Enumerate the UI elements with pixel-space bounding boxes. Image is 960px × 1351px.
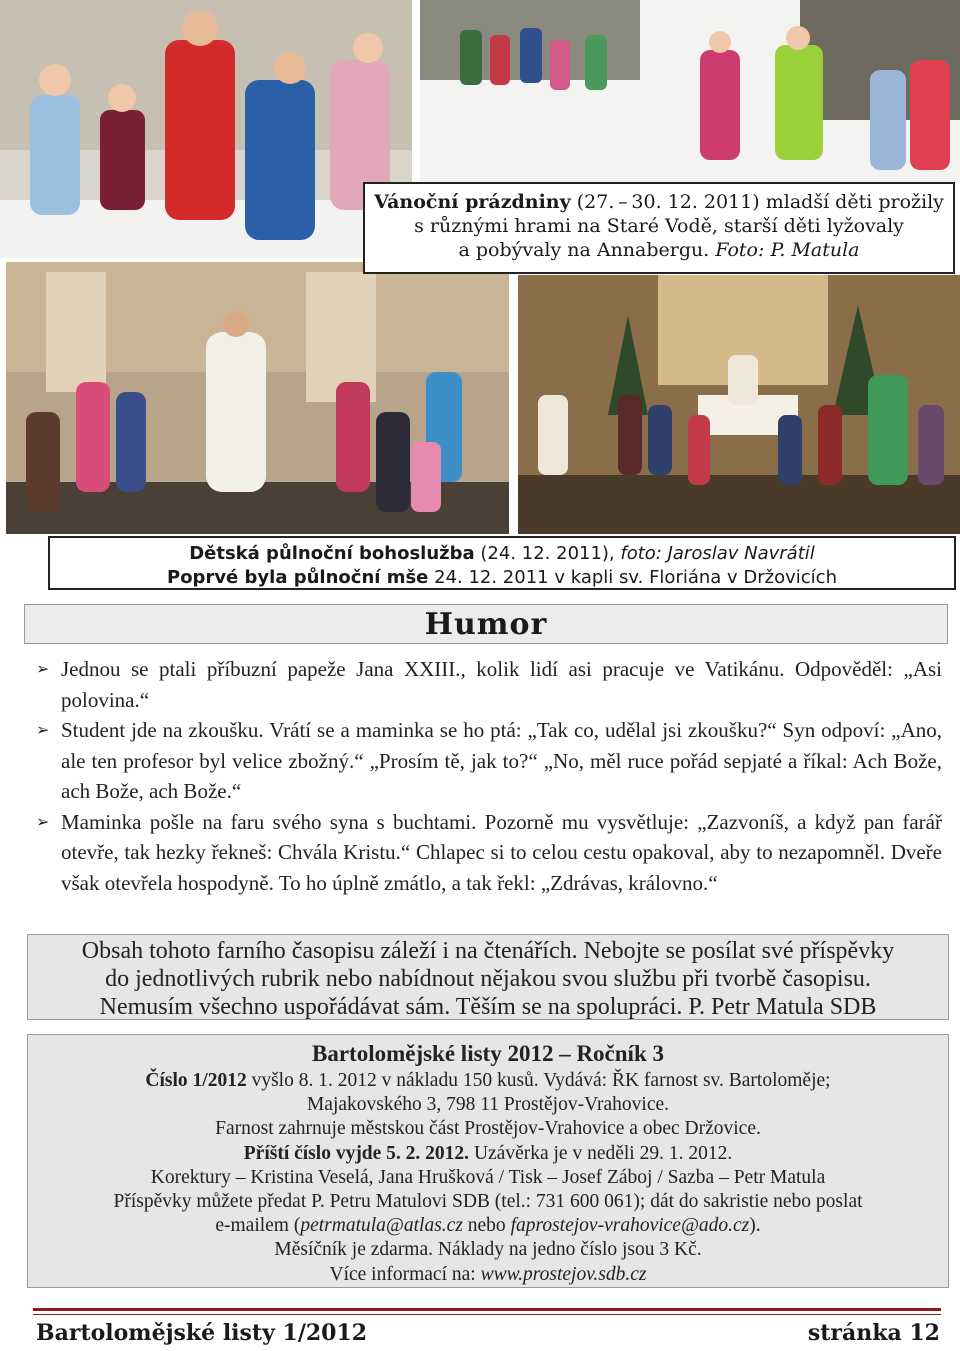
imprint-emails <box>28 1214 948 1238</box>
photo-children-mass-priest <box>6 262 509 534</box>
caption-winter-line3a: a pobývaly na Annabergu. <box>458 239 716 261</box>
imprint-issue-number: Číslo 1/2012 <box>145 1070 247 1091</box>
email-link-editor[interactable]: petrmatula@atlas.cz <box>300 1215 463 1237</box>
imprint-issue <box>28 1069 948 1093</box>
footer-publication: Bartolomějské listy 1/2012 <box>36 1320 368 1346</box>
website-link[interactable]: www.prostejov.sdb.cz <box>480 1263 647 1285</box>
humor-item-text: Maminka pošle na faru svého syna s buchtami. Pozorně mu vysvětluje: „Zazvoníš, a když pan farář otevře, tak hezky řekneš: Chvála Kristu.“ Chlapec si to celou cestu opakoval, aby to nezapomněl. Dveře však otevřela hospodyně. To ho úplně zmátlo, a tak řekl: „Zdrávas, královno.“ <box>61 809 942 895</box>
footer-page-number: stránka 12 <box>807 1320 940 1346</box>
imprint-address: Majakovského 3, 798 11 Prostějov-Vrahovice. <box>306 1094 670 1116</box>
contribution-appeal <box>27 934 949 1020</box>
humor-heading: Humor <box>24 604 948 644</box>
imprint-next-date: Příští číslo vyjde 5. 2. 2012. <box>243 1142 470 1164</box>
photo-children-mass-altar <box>518 275 960 534</box>
email-link-parish[interactable]: faprostejov-vrahovice@ado.cz <box>510 1215 750 1237</box>
caption-winter-bold: Vánoční prázdniny <box>374 191 571 213</box>
imprint-credits: Korektury – Kristina Veselá, Jana Hrušková / Tisk – Josef Záboj / Sazba – Petr Matula <box>150 1166 826 1188</box>
imprint-parish: Farnost zahrnuje městskou část Prostějov-Vrahovice a obec Držovice. <box>215 1118 761 1140</box>
caption-mass-line2-bold: Poprvé byla půlnoční mše <box>167 567 429 588</box>
imprint-issue-text: vyšlo 8. 1. 2012 v nákladu 150 kusů. Vydává: ŘK farnost sv. Bartoloměje; <box>246 1070 831 1091</box>
humor-item <box>36 654 942 715</box>
imprint-more-info <box>28 1263 948 1287</box>
arrow-bullet-icon: ➢ <box>36 720 50 739</box>
caption-winter-line1 <box>365 190 953 214</box>
caption-midnight-mass <box>48 536 956 590</box>
arrow-bullet-icon: ➢ <box>36 659 50 678</box>
caption-winter-line2: s různými hrami na Staré Vodě, starší děti lyžovaly <box>414 215 904 237</box>
footer-rule-thick <box>33 1308 941 1311</box>
caption-mass-text1: (24. 12. 2011), <box>474 543 621 564</box>
humor-item-text: Student jde na zkoušku. Vrátí se a maminka se ho ptá: „Tak co, udělal jsi zkoušku?“ Syn odpoví: „Ano, ale ten profesor byl velice zbožný.“ „Prosím tě, jak to?“ „No, měl ruce pořád sepjaté a říkal: Ach Bože, ach Bože, ach Bože.“ <box>61 718 942 803</box>
appeal-line2: do jednotlivých rubrik nebo nabídnout nějakou svou službu při tvorbě časopisu. <box>105 966 871 992</box>
caption-winter-holidays <box>363 182 955 274</box>
imprint-box <box>27 1034 949 1288</box>
caption-mass-line2-text: 24. 12. 2011 v kapli sv. Floriána v Držovicích <box>428 567 837 588</box>
humor-item-text: Jednou se ptali příbuzní papeže Jana XXIII., kolik lidí asi pracuje ve Vatikánu. Odpověděl: „Asi polovina.“ <box>61 657 942 712</box>
humor-item <box>36 715 942 807</box>
photo-winter-children-running <box>420 0 960 182</box>
photo-winter-children-group <box>0 0 412 258</box>
caption-mass-bold: Dětská půlnoční bohoslužba <box>189 543 475 564</box>
imprint-title: Bartolomějské listy 2012 – Ročník 3 <box>311 1041 664 1066</box>
footer-rule-thin <box>33 1314 941 1315</box>
appeal-line3: Nemusím všechno uspořádávat sám. Těším se na spolupráci. P. Petr Matula SDB <box>99 994 877 1020</box>
imprint-email-prefix: e-mailem ( <box>215 1215 301 1237</box>
imprint-email-suffix: ). <box>749 1215 761 1237</box>
imprint-deadline: Uzávěrka je v neděli 29. 1. 2012. <box>469 1142 733 1164</box>
caption-winter-text1: (27. – 30. 12. 2011) mladší děti prožily <box>570 191 944 213</box>
appeal-line1: Obsah tohoto farního časopisu záleží i na čtenářích. Nebojte se posílat své příspěvky <box>81 938 895 964</box>
caption-winter-credit: Foto: P. Matula <box>715 239 860 261</box>
caption-mass-credit: foto: Jaroslav Navrátil <box>620 543 815 564</box>
arrow-bullet-icon: ➢ <box>36 811 50 831</box>
caption-mass-line1 <box>50 542 954 566</box>
imprint-email-mid: nebo <box>462 1215 511 1237</box>
caption-winter-line3 <box>365 238 953 262</box>
caption-mass-line2 <box>50 566 954 590</box>
imprint-free-note: Měsíčník je zdarma. Náklady na jedno číslo jsou 3 Kč. <box>274 1239 702 1261</box>
imprint-more-prefix: Více informací na: <box>329 1263 481 1285</box>
imprint-next-issue <box>28 1142 948 1166</box>
humor-list <box>36 654 942 898</box>
imprint-contributions: Příspěvky můžete předat P. Petru Matulovi SDB (tel.: 731 600 061); dát do sakristie nebo poslat <box>113 1191 863 1213</box>
humor-item <box>36 807 942 899</box>
